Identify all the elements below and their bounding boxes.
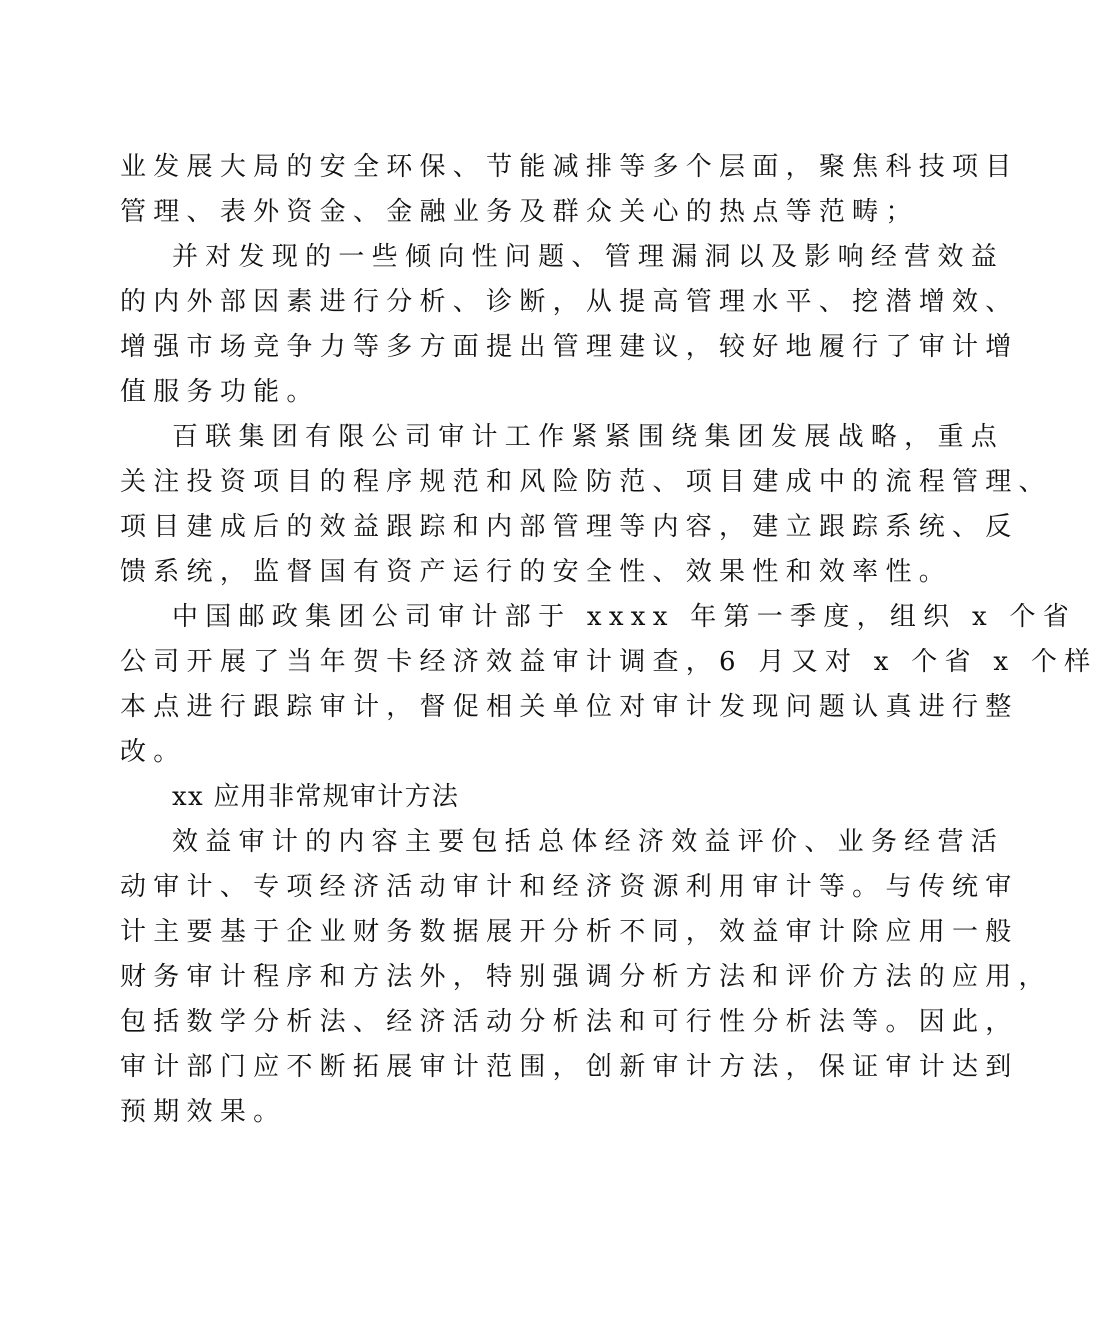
text-line: 项目建成后的效益跟踪和内部管理等内容，建立跟踪系统、反 <box>120 512 1019 542</box>
text-line: 值服务功能。 <box>120 377 320 407</box>
text-line: 包括数学分析法、经济活动分析法和可行性分析法等。因此， <box>120 1007 1019 1037</box>
text-line: 关注投资项目的程序规范和风险防范、项目建成中的流程管理、 <box>120 467 1052 497</box>
text-line: 管理、表外资金、金融业务及群众关心的热点等范畴； <box>120 197 919 227</box>
text-line: 改。 <box>120 737 187 767</box>
paragraph-start-line: 百联集团有限公司审计工作紧紧围绕集团发展战略，重点 <box>172 422 1005 452</box>
paragraph-start-line: 并对发现的一些倾向性问题、管理漏洞以及影响经营效益 <box>172 242 1005 272</box>
document-body <box>120 145 1097 1135</box>
text-line: 业发展大局的安全环保、节能减排等多个层面，聚焦科技项目 <box>120 152 1019 182</box>
paragraph-start-line: 效益审计的内容主要包括总体经济效益评价、业务经营活 <box>172 827 1005 857</box>
text-line: 馈系统，监督国有资产运行的安全性、效果性和效率性。 <box>120 557 953 587</box>
section-heading: xx 应用非常规审计方法 <box>172 782 460 812</box>
text-line: 财务审计程序和方法外，特别强调分析方法和评价方法的应用， <box>120 962 1052 992</box>
text-line: 动审计、专项经济活动审计和经济资源利用审计等。与传统审 <box>120 872 1019 902</box>
text-line: 增强市场竞争力等多方面提出管理建议，较好地履行了审计增 <box>120 332 1019 362</box>
text-line: 计主要基于企业财务数据展开分析不同，效益审计除应用一般 <box>120 917 1019 947</box>
text-line: 的内外部因素进行分析、诊断，从提高管理水平、挖潜增效、 <box>120 287 1019 317</box>
paragraph-start-line: 中国邮政集团公司审计部于 xxxx 年第一季度，组织 x 个省 <box>172 602 1077 632</box>
text-line: 本点进行跟踪审计，督促相关单位对审计发现问题认真进行整 <box>120 692 1019 722</box>
text-line: 公司开展了当年贺卡经济效益审计调查，6 月又对 x 个省 x 个样 <box>120 647 1097 677</box>
text-line: 预期效果。 <box>120 1097 287 1127</box>
text-line: 审计部门应不断拓展审计范围，创新审计方法，保证审计达到 <box>120 1052 1019 1082</box>
